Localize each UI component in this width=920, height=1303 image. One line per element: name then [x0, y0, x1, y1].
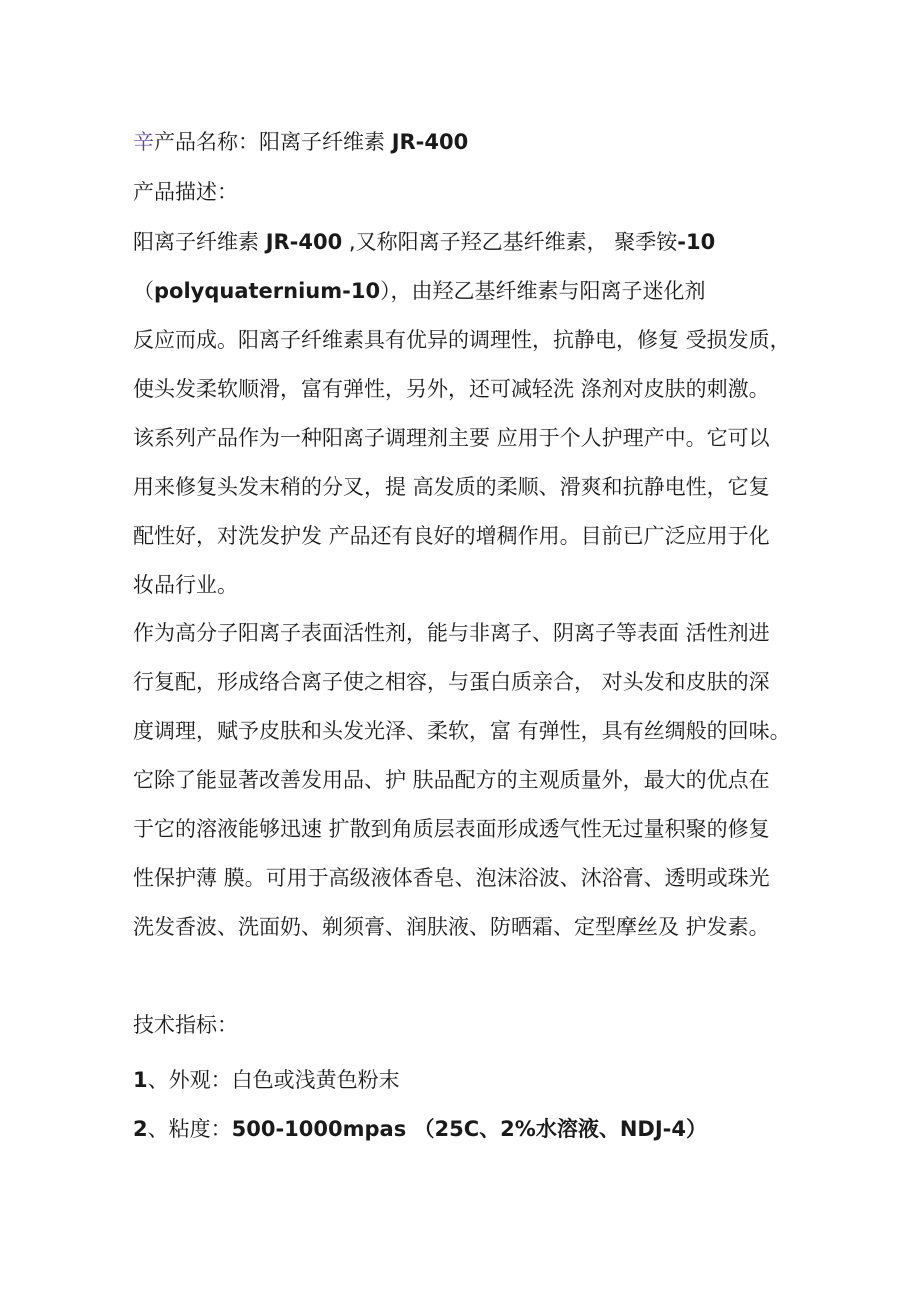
description-line: 度调理，赋予皮肤和头发光泽、柔软，富 有弹性，具有丝绸般的回味。 [133, 719, 791, 743]
description-line: 行复配，形成络合离子使之相容，与蛋白质亲合， 对头发和皮肤的深 [133, 670, 770, 694]
text-run: 阳离子纤维素 [133, 230, 266, 254]
spec-value: 500-1000mpas [231, 1117, 407, 1141]
description-line: 妆品行业。 [133, 573, 238, 597]
description-line: 该系列产品作为一种阳离子调理剂主要 应用于个人护理产中。它可以 [133, 426, 770, 450]
description-line: 洗发香波、洗面奶、剃须膏、润肤液、防晒霜、定型摩丝及 护发素。 [133, 915, 770, 939]
description-line: 反应而成。阳离子纤维素具有优异的调理性，抗静电，修复 受损发质， [133, 328, 791, 352]
product-name: 阳离子纤维素 [259, 130, 392, 154]
title-prefix: 辛 [133, 130, 154, 154]
spec-item [133, 1114, 707, 1144]
description-heading: 产品描述： [133, 180, 238, 204]
title-label: 产品名称： [154, 130, 259, 154]
product-model: JR-400 [391, 130, 469, 154]
description-line: 使头发柔软顺滑，富有弹性，另外，还可减轻洗 涤剂对皮肤的刺激。 [133, 377, 770, 401]
spec-item [133, 1065, 400, 1095]
description-line [133, 276, 706, 306]
bold-run: polyquaternium-10 [154, 279, 381, 303]
spec-text: 、粘度： [147, 1117, 232, 1141]
text-run: （ [133, 279, 154, 303]
description-line: 于它的溶液能够迅速 扩散到角质层表面形成透气性无过量积聚的修复 [133, 817, 770, 841]
spec-number: 1 [133, 1068, 148, 1092]
description-line: 配性好，对洗发护发 产品还有良好的增稠作用。目前已广泛应用于化 [133, 524, 770, 548]
bold-run: JR-400 [265, 230, 343, 254]
text-run: ,又称阳离子羟乙基纤维素， 聚季铵 [342, 230, 678, 254]
spec-condition: （25C、2%水溶液、NDJ-4） [406, 1117, 707, 1141]
specs-heading: 技术指标： [133, 1013, 238, 1037]
text-run: ），由羟乙基纤维素与阳离子迷化剂 [380, 279, 706, 303]
description-line: 用来修复头发末稍的分叉，提 高发质的柔顺、滑爽和抗静电性，它复 [133, 475, 770, 499]
description-line [133, 227, 715, 257]
product-name-line [133, 127, 468, 157]
description-line: 它除了能显著改善发用品、护 肤品配方的主观质量外，最大的优点在 [133, 768, 770, 792]
spec-text: 、外观：白色或浅黄色粉末 [147, 1068, 400, 1092]
description-line: 性保护薄 膜。可用于高级液体香皂、泡沫浴波、沐浴膏、透明或珠光 [133, 866, 770, 890]
description-line: 作为高分子阳离子表面活性剂，能与非离子、阴离子等表面 活性剂进 [133, 621, 770, 645]
bold-run: -10 [677, 230, 716, 254]
spec-number: 2 [133, 1117, 148, 1141]
